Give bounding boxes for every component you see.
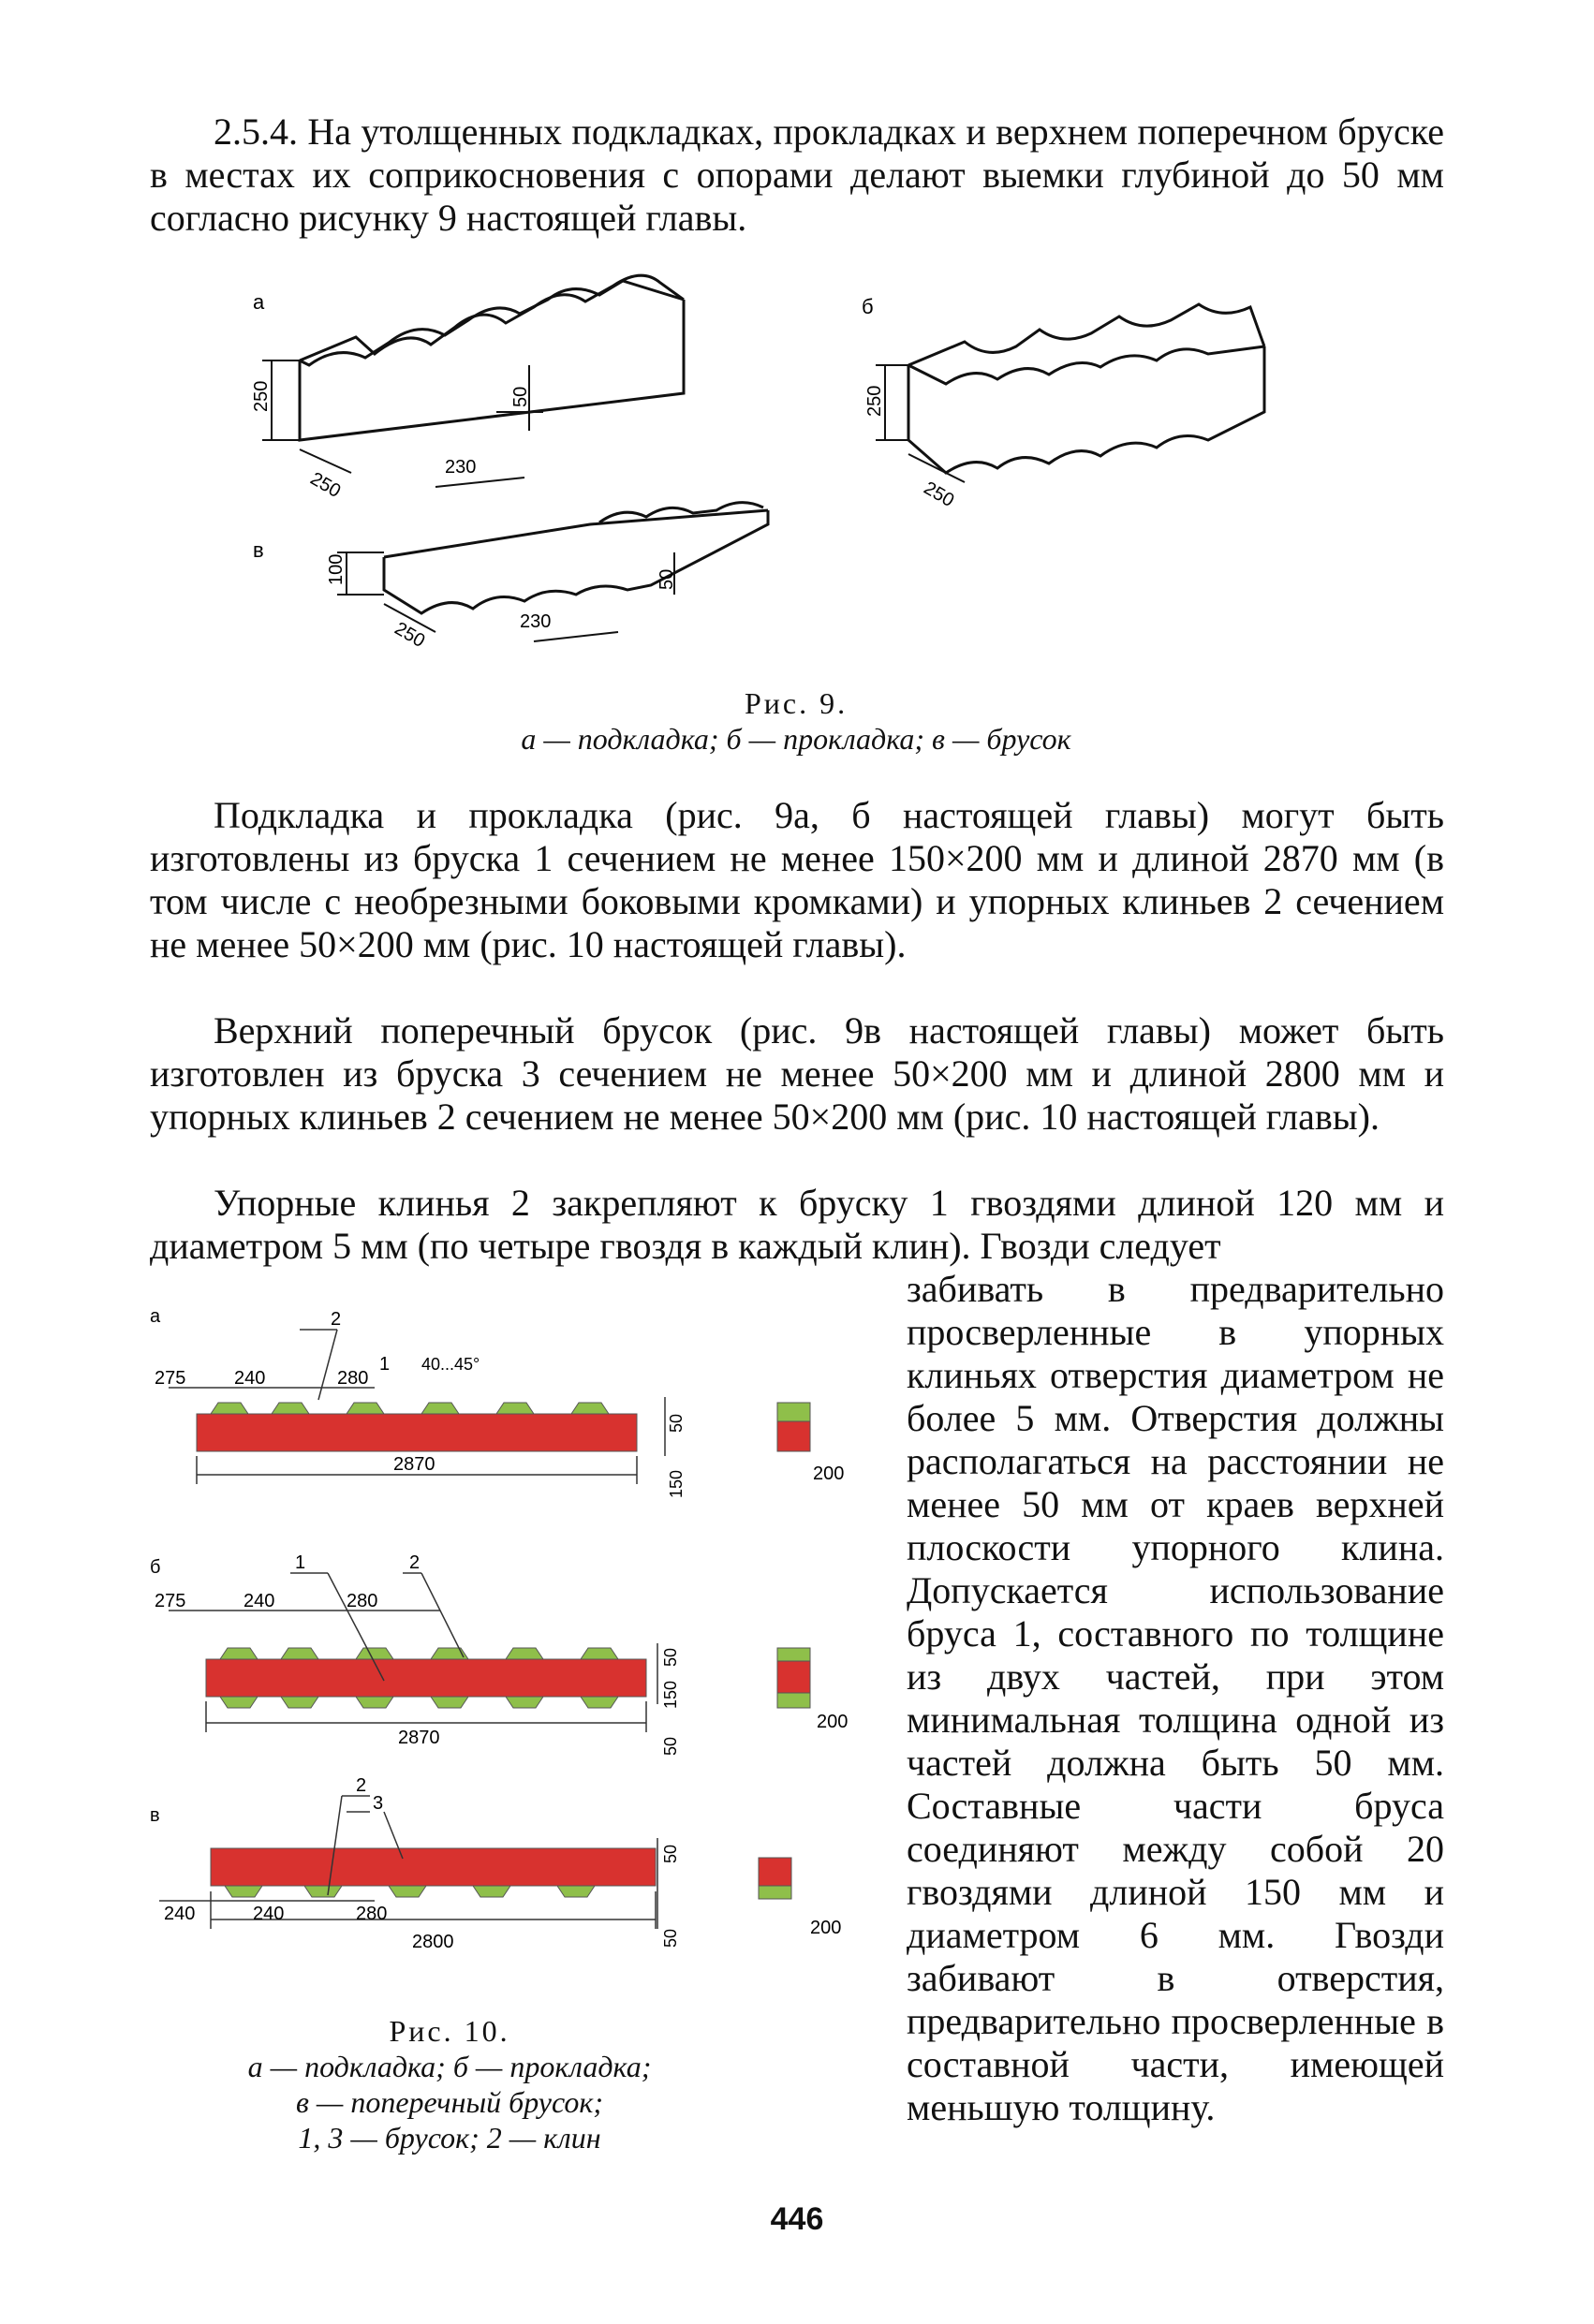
fig10-dim-150-b: 150 (661, 1680, 680, 1709)
fig10-dim-280-a: 280 (337, 1368, 369, 1389)
fig10-dim-50-a: 50 (667, 1413, 686, 1433)
fig10-num-1-b: 1 (295, 1552, 306, 1573)
fig9-dim-230-v: 230 (520, 611, 552, 632)
paragraph-narrow-column: забивать в предварительно просверленные в упорных клиньях отверстия диаметром не более 5 мм. Отверстия должны располагаться на расстоянии не менее 50 мм от краев верхней плоскости упорного клина. Допускается использование бруса 1, составного по толщине из двух частей, при этом минимальная толщина одной из частей должна быть 50 мм. Составные части бруса соединяют между собой 20 гвоздями длиной 150 мм и диаметром 6 мм. Гвозди забивают в отверстия, предварительно просверленные в составной части, имеющей меньшую толщину. (907, 1268, 1444, 2128)
fig10-dim-275-b: 275 (155, 1591, 186, 1611)
fig10-dim-240-v: 240 (253, 1904, 285, 1924)
fig9-dim-250-a-depth: 250 (306, 468, 345, 503)
fig10-dim-50-b-bottom: 50 (661, 1736, 680, 1756)
figure-10-caption (140, 2013, 759, 2155)
fig10-dim-280-v: 280 (356, 1904, 388, 1924)
fig10-dim-2870-a: 2870 (393, 1454, 435, 1475)
fig10-dim-150-a: 150 (667, 1469, 686, 1498)
fig10-label-a: а (150, 1306, 161, 1327)
fig10-dim-240-a: 240 (234, 1368, 266, 1389)
fig9-dim-250-b: 250 (864, 385, 885, 417)
fig10-dim-200-b: 200 (817, 1712, 849, 1732)
figure-10-legend-line-2: в — поперечный брусок; (295, 2085, 604, 2119)
fig10-beam-a (197, 1414, 637, 1451)
figure-10-title: Рис. 10. (389, 2014, 510, 2048)
fig10-dim-50-v: 50 (661, 1844, 680, 1863)
fig10-label-b: б (150, 1557, 161, 1578)
fig10-dim-240-v-left: 240 (164, 1904, 196, 1924)
fig9-dim-250-b-depth: 250 (920, 478, 958, 512)
fig10-dim-2800-v: 2800 (412, 1932, 454, 1952)
figure-9-title: Рис. 9. (744, 686, 849, 720)
page-number: 446 (770, 2201, 824, 2237)
fig9-dim-250-v: 250 (391, 618, 429, 653)
fig10-dim-200-a: 200 (813, 1464, 845, 1484)
fig10-dim-280-b: 280 (347, 1591, 378, 1611)
figure-9-legend: а — подкладка; б — прокладка; в — брусок (521, 722, 1071, 756)
fig9-dim-230-a: 230 (445, 457, 477, 478)
fig9-label-a: а (253, 290, 265, 314)
fig9-dim-50-a: 50 (510, 386, 531, 407)
fig9-dim-100-v: 100 (326, 553, 347, 585)
paragraph-brusok: Верхний поперечный брусок (рис. 9в настоящей главы) может быть изготовлен из бруска 3 сечением не менее 50×200 мм и длиной 2800 мм и упорных клиньев 2 сечением не менее 50×200 мм (рис. 10 настоящей главы). (150, 1009, 1444, 1138)
figure-10-drawing (140, 1292, 890, 1985)
fig9-label-v: в (253, 538, 264, 562)
fig10-angle: 40...45° (421, 1355, 480, 1374)
fig10-label-v: в (150, 1805, 160, 1826)
fig10-dim-50-b: 50 (661, 1647, 680, 1667)
fig10-dim-2870-b: 2870 (398, 1728, 440, 1748)
fig10-dim-200-v: 200 (810, 1918, 842, 1938)
figure-9-caption (234, 685, 1358, 757)
fig10-num-3-v: 3 (373, 1793, 384, 1814)
fig10-num-2-v: 2 (356, 1775, 367, 1796)
figure-10-legend-line-3: 1, 3 — брусок; 2 — клин (298, 2121, 601, 2155)
fig10-dim-50-v-bottom: 50 (661, 1928, 680, 1948)
paragraph-podkladka: Подкладка и прокладка (рис. 9а, б настоящей главы) могут быть изготовлены из бруска 1 сечением не менее 150×200 мм и длиной 2870 мм (в том числе с необрезными боковыми кромками) и упорных клиньев 2 сечением не менее 50×200 мм (рис. 10 настоящей главы). (150, 794, 1444, 965)
section-paragraph: 2.5.4. На утолщенных подкладках, прокладках и верхнем поперечном бруске в местах их соприкосновения с опорами делают выемки глубиной до 50 мм согласно рисунку 9 настоящей главы. (150, 110, 1444, 239)
figure-10-legend-line-1: а — подкладка; б — прокладка; (247, 2050, 652, 2083)
fig10-num-1-a: 1 (379, 1354, 391, 1375)
fig10-num-2-a: 2 (331, 1309, 342, 1330)
fig9-dim-250-a: 250 (251, 380, 272, 412)
fig10-dim-275-a: 275 (155, 1368, 186, 1389)
fig9-dim-50-v: 50 (657, 568, 677, 590)
paragraph-klinya: Упорные клинья 2 закрепляют к бруску 1 гвоздями длиной 120 мм и диаметром 5 мм (по четыре гвоздя в каждый клин). Гвозди следует (150, 1182, 1444, 1267)
fig10-beam-b (206, 1659, 646, 1697)
figure-9-drawing (234, 272, 1358, 674)
fig10-dim-240-b: 240 (244, 1591, 275, 1611)
fig10-num-2-b: 2 (409, 1552, 421, 1573)
fig9-label-b: б (862, 295, 874, 318)
fig10-beam-v (211, 1848, 656, 1886)
